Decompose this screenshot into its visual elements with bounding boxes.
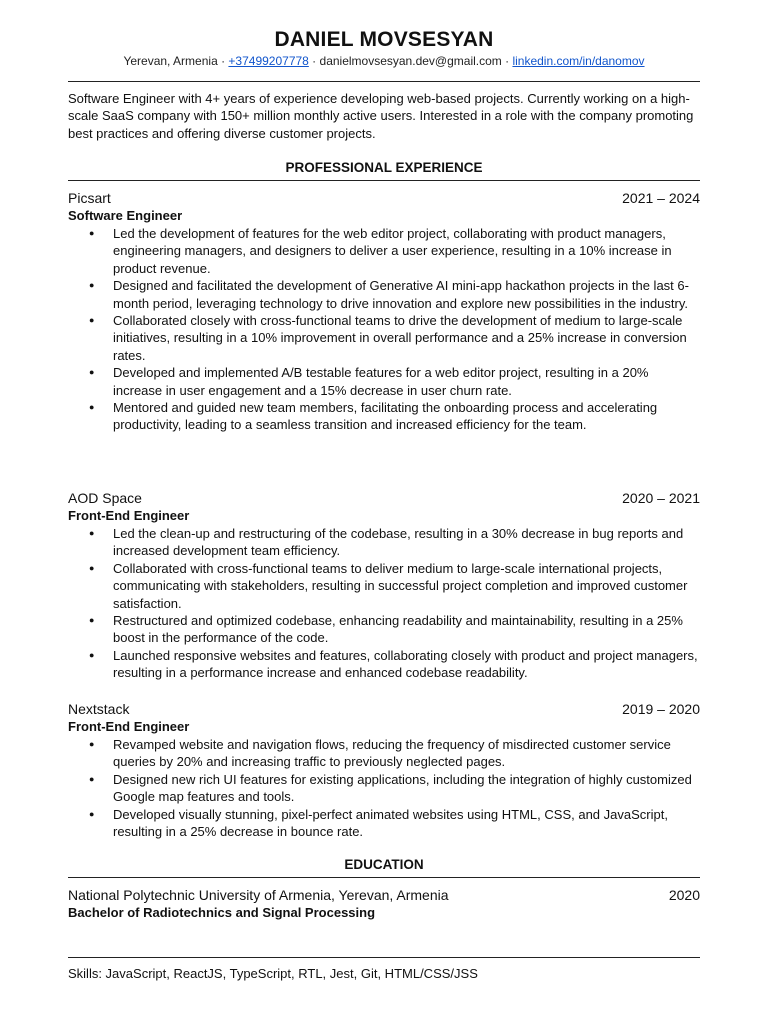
job-title: Software Engineer: [68, 208, 183, 223]
job-dates: 2019 – 2020: [622, 701, 700, 717]
school-name: National Polytechnic University of Armenia, Yerevan, Armenia: [68, 887, 449, 903]
contact-separator: ·: [308, 54, 320, 68]
degree-title: Bachelor of Radiotechnics and Signal Processing: [68, 905, 376, 920]
bullet-item: ● Developed visually stunning, pixel-perfect animated websites using HTML, CSS, and JavaScript, resulting in a 25% decrease in bounce rate.: [68, 806, 700, 841]
contact-separator: ·: [501, 54, 513, 68]
education-entry: [68, 886, 700, 922]
bullet-item: ● Designed and facilitated the development of Generative AI mini-app hackathon projects in the last 6-month period, leveraging technology to drive innovation and explore new possibilities in the industry.: [68, 277, 700, 312]
job-title: Front-End Engineer: [68, 508, 190, 523]
bullet-item: ● Led the development of features for the web editor project, collaborating with product managers, engineering managers, and designers to deliver a user experience, resulting in a 10% increase in product revenue.: [68, 225, 700, 277]
company-name: Picsart: [68, 190, 111, 206]
linkedin-link[interactable]: linkedin.com/in/danomov: [512, 54, 645, 68]
job-dates: 2021 – 2024: [622, 190, 700, 206]
bullet-item: ● Collaborated closely with cross-functional teams to drive the development of medium to large-scale initiatives, resulting in a 10% improvement in overall performance and a 25% increase in conversion rates.: [68, 312, 700, 364]
bullet-item: ● Restructured and optimized codebase, enhancing readability and maintainability, resulting in a 25% boost in the performance of the code.: [68, 612, 700, 647]
summary-paragraph: Software Engineer with 4+ years of experience developing web-based projects. Currently working on a high-scale SaaS company with 150+ million monthly active users. Interested in a role with the company promoting best practices and offering diverse customer projects.: [68, 91, 694, 141]
skills-divider: [68, 957, 700, 958]
contact-line: [68, 54, 700, 68]
bullet-item: ● Launched responsive websites and features, collaborating closely with product and project managers, resulting in a performance increase and enhanced codebase readability.: [68, 647, 700, 682]
candidate-name: DANIEL MOVSESYAN: [274, 28, 494, 51]
job-bullets: [68, 736, 700, 840]
bullet-item: ● Designed new rich UI features for existing applications, including the integration of highly customized Google map features and tools.: [68, 771, 700, 806]
experience-divider: [68, 180, 700, 181]
company-name: AOD Space: [68, 490, 142, 506]
bullet-item: ● Mentored and guided new team members, facilitating the onboarding process and accelerating productivity, leading to a seamless transition and increased efficiency for the team.: [68, 399, 700, 434]
job-bullets: [68, 525, 700, 682]
education-divider: [68, 877, 700, 878]
bullet-item: ● Revamped website and navigation flows, reducing the frequency of misdirected customer service queries by 20% and increasing traffic to previously neglected pages.: [68, 736, 700, 771]
skills-line: Skills: JavaScript, ReactJS, TypeScript, RTL, Jest, Git, HTML/CSS/JSS: [68, 966, 478, 981]
location-text: Yerevan, Armenia: [123, 54, 218, 68]
job-title: Front-End Engineer: [68, 719, 190, 734]
header-divider: [68, 81, 700, 82]
job-entry-nextstack: [68, 700, 700, 840]
phone-link[interactable]: +37499207778: [228, 54, 309, 68]
graduation-year: 2020: [668, 887, 700, 903]
email-text: danielmovsesyan.dev@gmail.com: [319, 54, 502, 68]
bullet-item: ● Collaborated with cross-functional teams to deliver medium to large-scale international projects, communicating with stakeholders, resulting in successful project completion and improved customer satisfaction.: [68, 560, 700, 612]
company-name: Nextstack: [68, 701, 130, 717]
job-bullets: [68, 225, 700, 434]
job-entry-picsart: [68, 189, 700, 434]
job-entry-aod-space: [68, 489, 700, 682]
bullet-item: ● Led the clean-up and restructuring of the codebase, resulting in a 30% decrease in bug reports and increased development team efficiency.: [68, 525, 700, 560]
bullet-item: ● Developed and implemented A/B testable features for a web editor project, resulting in a 20% increase in user engagement and a 15% decrease in user churn rate.: [68, 364, 700, 399]
section-title-education: EDUCATION: [344, 857, 424, 872]
job-dates: 2020 – 2021: [622, 490, 700, 506]
contact-separator: ·: [217, 54, 229, 68]
section-title-experience: PROFESSIONAL EXPERIENCE: [285, 160, 483, 175]
